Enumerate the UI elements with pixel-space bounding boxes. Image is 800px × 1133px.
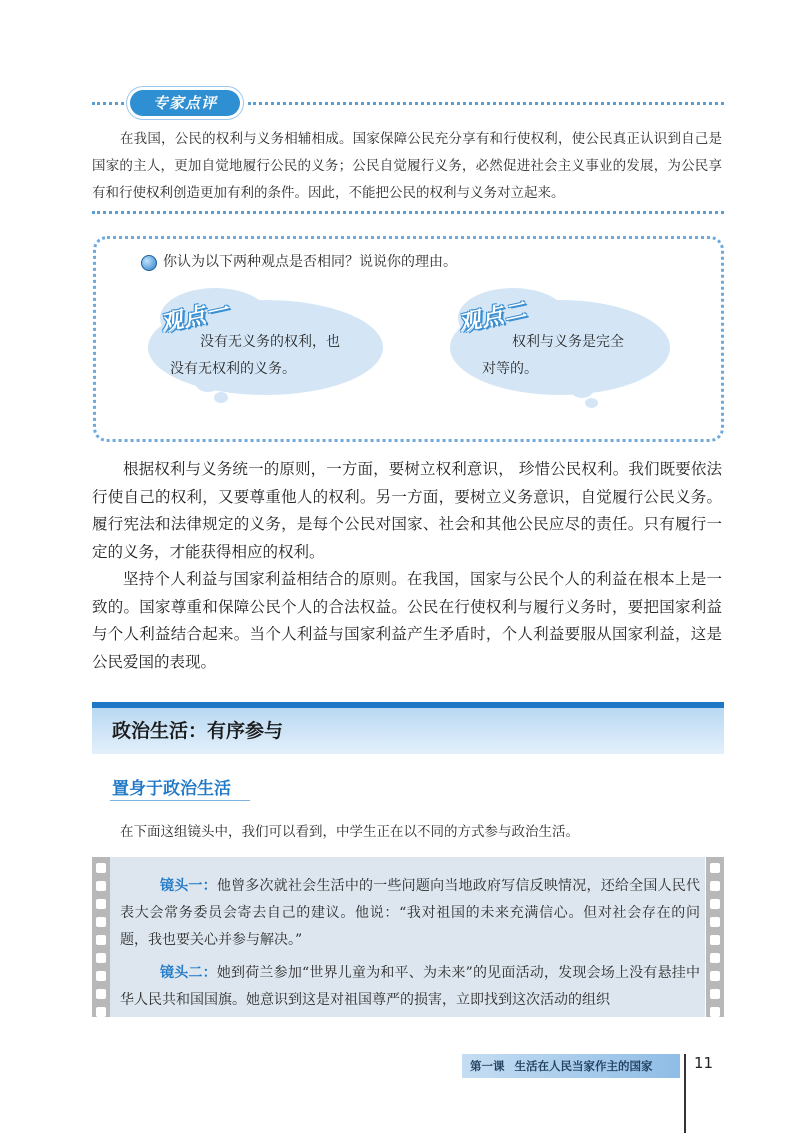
expert-comment-badge: 专家点评 xyxy=(130,90,240,116)
viewpoint-one-line2: 没有无权利的义务。 xyxy=(170,361,296,377)
viewpoint-two-title: 观点二 xyxy=(456,298,530,337)
film-hole xyxy=(96,953,106,963)
film-hole xyxy=(710,863,720,873)
shot-one xyxy=(120,873,700,954)
film-hole xyxy=(96,989,106,999)
footer-chapter: 生活在人民当家作主的国家 xyxy=(514,1059,653,1073)
subsection-title: 置身于政治生活 xyxy=(112,779,231,799)
shot-two-text: 她到荷兰参加“世界儿童为和平、为未来”的见面活动，发现会场上没有悬挂中华人民共和国国旗。她意识到这是对祖国尊严的损害，立即找到这次活动的组织 xyxy=(120,965,701,1008)
film-hole xyxy=(96,971,106,981)
film-hole xyxy=(710,935,720,945)
film-hole xyxy=(96,935,106,945)
film-strip-right xyxy=(706,857,724,1017)
expert-comment-text: 在我国，公民的权利与义务相辅相成。国家保障公民充分享有和行使权利，使公民真正认识到自己是国家的主人，更加自觉地履行公民的义务；公民自觉履行义务，必然促进社会主义事业的发展，为公民享有和行使权利创造更加有利的条件。因此，不能把公民的权利与义务对立起来。 xyxy=(92,131,722,201)
film-hole xyxy=(96,863,106,873)
shot-one-text: 他曾多次就社会生活中的一些问题向当地政府写信反映情况，还给全国人民代表大会常务委员会寄去自己的建议。他说：“我对祖国的未来充满信心。但对社会存在的问题，我也要关心并参与解决。” xyxy=(120,878,701,948)
film-hole xyxy=(710,971,720,981)
film-hole xyxy=(710,881,720,891)
film-hole xyxy=(710,989,720,999)
body-paragraph-interests: 坚持个人利益与国家利益相结合的原则。在我国，国家与公民个人的利益在根本上是一致的。国家尊重和保障公民个人的合法权益。公民在行使权利与履行义务时，要把国家利益与个人利益结合起来。当个人利益与国家利益产生矛盾时，个人利益要服从国家利益，这是公民爱国的表现。 xyxy=(92,570,722,671)
question-bullet-icon xyxy=(141,255,157,271)
section-title: 政治生活：有序参与 xyxy=(112,720,284,742)
viewpoint-two-line1: 权利与义务是完全 xyxy=(512,334,624,350)
discussion-question: 你认为以下两种观点是否相同？说说你的理由。 xyxy=(163,254,457,270)
film-hole xyxy=(710,1007,720,1017)
subsection-underline xyxy=(110,800,250,801)
cloud-shape xyxy=(214,392,228,403)
film-strip-left xyxy=(92,857,110,1017)
body-paragraph-rights-duties: 根据权利与义务统一的原则，一方面，要树立权利意识， 珍惜公民权利。我们既要依法行使自己的权利，又要尊重他人的权利。另一方面，要树立义务意识，自觉履行公民义务。履行宪法和法律规定的义务，是每个公民对国家、社会和其他公民应尽的责任。只有履行一定的义务，才能获得相应的权利。 xyxy=(92,460,722,561)
cloud-shape xyxy=(570,378,594,398)
film-hole xyxy=(96,899,106,909)
shot-two xyxy=(120,960,700,1014)
expert-bottom-dots xyxy=(92,211,724,214)
cloud-shape xyxy=(585,398,598,408)
footer-running-head xyxy=(470,1058,653,1074)
viewpoint-one-line1: 没有无义务的权利，也 xyxy=(200,334,340,350)
section-intro: 在下面这组镜头中，我们可以看到，中学生正在以不同的方式参与政治生活。 xyxy=(120,824,579,840)
expert-top-dots xyxy=(92,102,124,105)
film-hole xyxy=(710,917,720,927)
footer-divider xyxy=(684,1054,686,1133)
film-hole xyxy=(710,953,720,963)
film-hole xyxy=(710,899,720,909)
expert-top-dots-right xyxy=(248,102,724,105)
viewpoint-one-title: 观点一 xyxy=(158,298,232,337)
shot-two-label: 镜头二： xyxy=(160,965,217,981)
footer-lesson: 第一课 xyxy=(470,1059,505,1073)
page-number: 11 xyxy=(694,1054,714,1072)
film-hole xyxy=(96,917,106,927)
film-hole xyxy=(96,881,106,891)
film-hole xyxy=(96,1007,106,1017)
viewpoint-two-line2: 对等的。 xyxy=(482,361,538,377)
shot-one-label: 镜头一： xyxy=(160,878,217,894)
